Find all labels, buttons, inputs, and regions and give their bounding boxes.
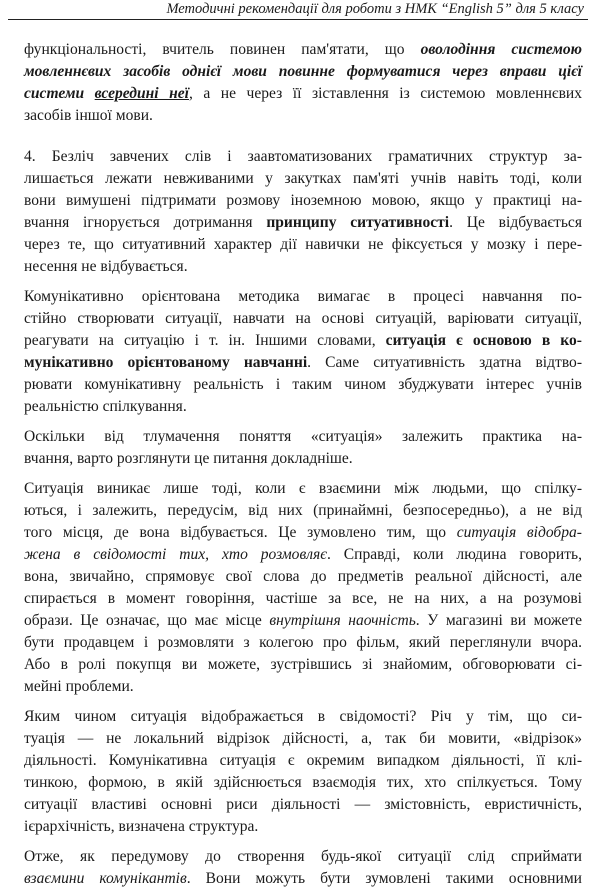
bold-term: ситуація є основою в ко- — [385, 331, 582, 349]
paragraph-5-line: спирається в момент говоріння, частіше за все, не на них, а на розумові — [24, 590, 582, 607]
paragraph-4-line: Оскільки від тлумачення поняття «ситуація» залежить практика на- — [24, 428, 582, 446]
paragraph-3-line: реагувати на ситуацію і т. ін. Іншими словами, ситуація є основою в ко- — [24, 331, 582, 349]
bold-term: принципу ситуативності — [266, 213, 450, 231]
paragraph-7-line: Отже, як передумову до створення будь-якої ситуації слід сприймати — [24, 848, 582, 866]
paragraph-1-line: функціональності, вчитель повинен пам'ятати, що оволодіння системою — [24, 41, 583, 58]
paragraph-5-line: мейні проблеми. — [24, 677, 134, 695]
paragraph-6-line: діяльності. Комунікативна ситуація є окремим випадком діяльності, її клі- — [24, 751, 582, 769]
paragraph-6-line: Яким чином ситуація відображається в свідомості? Річ у тім, що си- — [24, 708, 582, 726]
paragraph-2-line: несення не відбувається. — [24, 257, 188, 275]
paragraph-7-line: взаємини комунікантів. Вони можуть бути зумовлені такими основними — [24, 870, 582, 887]
paragraph-2-line: лишається лежати невживаними у закутках пам'яті учнів навіть тоді, коли — [24, 170, 582, 188]
paragraph-2-line: через те, що ситуативний характер дії навички не фіксується у мозку і пере- — [24, 235, 582, 253]
paragraph-3-line: рювати комунікативну реальність і таким чином збуджувати інтерес учнів — [24, 375, 582, 393]
paragraph-5-line: Ситуація виникає лише тоді, коли є взаємини між людьми, що спілку- — [24, 480, 582, 498]
paragraph-5-line: жена в свідомості тих, хто розмовляє. Справді, коли людина говорить, — [24, 546, 583, 564]
paragraph-3-line: мунікативно орієнтованому навчанні. Саме ситуативність здатна відтво- — [24, 353, 582, 371]
paragraph-5-line: образи. Це означає, що має місце внутрішня наочність. У магазині ви можете — [24, 611, 582, 629]
paragraph-5-line: Або в ролі покупця ви можете, зустрівшись зі знайомим, обговорювати сі- — [24, 655, 582, 673]
paragraph-6-line: ситуації властиві основні риси діяльності — змістовність, евристичність, — [24, 795, 582, 813]
paragraph-1-line — [24, 61, 582, 82]
paragraph-5-line: того місця, де вона відбувається. Це зумовлено тим, що ситуація відобра- — [24, 524, 582, 542]
paragraph-6-line: туація — не локальний відрізок дійсності, а, так би мовити, «відрізок» — [24, 730, 582, 747]
emphasis-text: мовленнєвих засобів однієї мови повинне формуватися через вправи цієї — [24, 62, 582, 80]
paragraph-2-line: вони вимушені підтримати розмову іноземною мовою, якщо у практиці на- — [24, 191, 582, 209]
paragraph-6-line: ієрархічність, визначена структура. — [24, 817, 259, 835]
header-title: Методичні рекомендації для роботи з НМК “English 5” для 5 класу — [166, 1, 584, 17]
paragraph-3-line: стійно створювати ситуації, навчати на основі ситуацій, варіювати ситуації, — [24, 310, 582, 327]
emphasis-text: оволодіння системою — [420, 41, 583, 58]
underlined-emphasis: всередині неї — [94, 84, 189, 102]
bold-term: мунікативно орієнтованому навчанні — [24, 353, 308, 371]
italic-term: внутрішня наочність — [269, 611, 416, 629]
paragraph-1-line: засобів іншої мови. — [24, 106, 153, 124]
italic-term: жена в свідомості тих, хто розмовляє — [24, 546, 327, 564]
paragraph-1-line: системи всередині неї, а не через її зіставлення із системою мовленнєвих — [24, 84, 582, 102]
paragraph-5-line: ються, і залежить, передусім, від них (принаймні, безпосередньо), а не від — [24, 502, 582, 520]
paragraph-2-line: 4. Безліч завчених слів і заавтоматизованих граматичних структур за- — [24, 148, 582, 166]
emphasis-text: системи — [24, 84, 95, 102]
paragraph-5-line: бути продавцем і розмовляти з колегою про фільм, який переглянули вчора. — [24, 633, 582, 651]
italic-term: взаємини комунікантів — [24, 870, 187, 887]
paragraph-3-line: Комунікативно орієнтована методика вимагає в процесі навчання по- — [24, 288, 582, 306]
paragraph-5-line: вона, звичайно, спрямовує свої слова до предметів реальної дійсності, але — [24, 568, 582, 586]
paragraph-2-line: вчання ігнорується дотримання принципу ситуативності. Це відбувається — [24, 213, 582, 231]
italic-term: ситуація відобра- — [456, 524, 582, 542]
paragraph-6-line: тинкою, формою, в якій здійснюється взаємодія тих, хто спілкується. Тому — [24, 773, 582, 791]
paragraph-3-line: реальністю спілкування. — [24, 397, 187, 415]
paragraph-4-line: вчання, варто розглянути це питання докладніше. — [24, 450, 353, 467]
